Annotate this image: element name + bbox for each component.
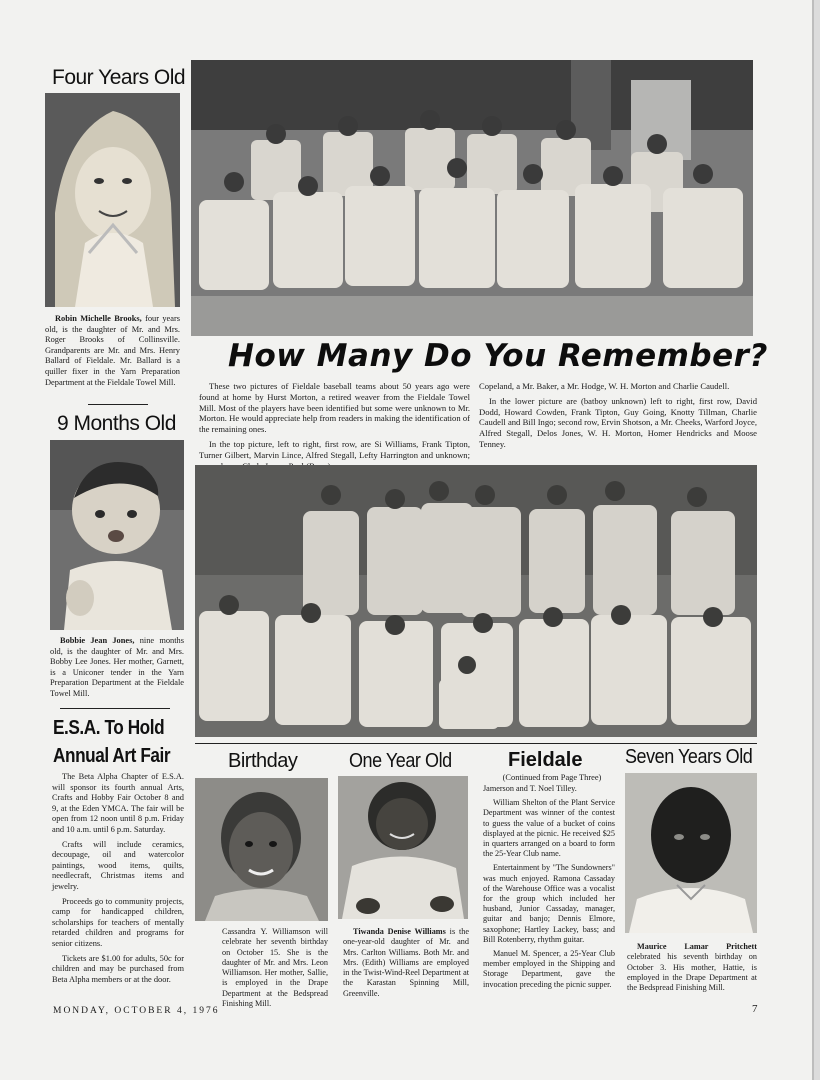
bobbie-jones-photo (50, 440, 184, 630)
maurice-text: celebrated his seventh birthday on October 3. His mother, Hattie, is employed in the Drape Department at the Bedspread Finishing Mill. (627, 952, 757, 993)
esa-heading (53, 714, 170, 770)
tiwanda-name: Tiwanda Denise Williams (353, 927, 446, 936)
fieldale-p3: Entertainment by "The Sundowners" was much enjoyed. Ramona Cassaday of the Warehouse Office was a vocalist for the group which included her husband, Junior Cassaday, manager, guitar and banjo; Dennis Elmore, saxophone; Hartley Lackey, bass; and Bill Rotenberry, rhythm guitar. (483, 863, 615, 944)
tiwanda-photo (338, 776, 468, 919)
maurice-caption (627, 942, 757, 998)
tiwanda-text: is the one-year-old daughter of Mr. and Mrs. Carlton Williams. Both Mr. and Mrs. (Edith) Williams are employed in the Twist-Wind-Reel Department at the Karastan Spinning Mill, Greenville. (343, 927, 469, 998)
feature-title: How Many Do You Remember? (228, 338, 768, 374)
four-years-heading: Four Years Old (52, 66, 186, 89)
seven-years-heading: Seven Years Old (625, 746, 753, 768)
fieldale-p2: William Shelton of the Plant Service Department was winner of the contest to guess the value of a bucket of coins displayed at the picnic. He received $25 in quarters arranged on a board to form the 25-Year Club name. (483, 798, 615, 859)
fieldale-article (483, 784, 615, 994)
esa-p2: Crafts will include ceramics, decoupage, oil and watercolor paintings, wood items, quilts, needlecraft, Christmas items and jewelry. (52, 839, 184, 891)
feature-col1-p1: These two pictures of Fieldale baseball teams about 50 years ago were found at home by Hurst Morton, a retired weaver from the Fieldale Towel Mill. Most of the players have been identified but some were unknown to Mr. Morton. He would appreciate help from readers in making the identification of the remaining ones. (199, 381, 470, 435)
tiwanda-caption (343, 927, 469, 1004)
left-divider-1 (88, 404, 148, 405)
bottom-team-photo (195, 465, 757, 737)
feature-col2-p1: Copeland, a Mr. Baker, a Mr. Hodge, W. H. Morton and Charlie Caudell. (479, 381, 730, 391)
cassandra-photo (195, 778, 328, 921)
esa-p4: Tickets are $1.00 for adults, 50c for children and may be purchased from Beta Alpha members or at the door. (52, 953, 184, 984)
birthday-heading: Birthday (228, 750, 298, 772)
nine-months-heading: 9 Months Old (57, 412, 176, 435)
esa-heading-line1: E.S.A. To Hold (53, 717, 165, 739)
left-divider-2 (60, 708, 170, 709)
fieldale-heading: Fieldale (508, 749, 583, 771)
maurice-name: Maurice Lamar Pritchett (637, 942, 757, 951)
esa-article (52, 772, 184, 989)
bobbie-text: nine months old, is the daughter of Mr. and Mrs. Bobby Lee Jones. Her mother, Garnett, is a Uniconer tender in the Yarn Preparation Department at the Fieldale Towel Mill. (50, 636, 184, 698)
fieldale-p4: Manuel M. Spencer, a 25-Year Club member employed in the Shipping and Storage Department, gave the invocation preceding the picnic supper. (483, 949, 615, 989)
top-team-photo (191, 60, 753, 336)
maurice-photo (625, 773, 757, 933)
feature-col-1 (199, 381, 470, 475)
feature-col2-p2: In the lower picture are (batboy unknown) left to right, first row, David Dodd, Howard Cowden, Frank Tipton, Guy Going, Knotty Tillman, Charlie Caudell and Bill Ingo; second row, Ervin Shotson, a Mr. Cheeks, Warford Joyce, Alfred Stegall, Delos Jones, W. H. Morton, Homer Hendricks and Moose Tenney. (479, 395, 757, 449)
feature-col1-p2: In the top picture, left to right, first row, are Si Williams, Frank Tipton, Turner Gilbert, Marvin Lince, Alfred Stegall, Lefty Harrington and unknown; (199, 438, 470, 460)
bobbie-name: Bobbie Jean Jones, (60, 636, 135, 645)
cassandra-caption: Cassandra Y. Williamson will celebrate her seventh birthday on October 15. She is the daughter of Mr. and Mrs. Leon Williamson. Her mother, Sallie, is employed in the Drape Department at the Bedspread Finishing Mill. (222, 927, 328, 1009)
feature-col-2 (479, 381, 757, 454)
robin-caption (45, 314, 180, 393)
esa-p3: Proceeds go to community projects, camp for handicapped children, scholarships for teachers of mentally retarded children and programs for senior citizens. (52, 896, 184, 948)
footer-date: MONDAY, OCTOBER 4, 1976 (53, 1006, 220, 1016)
fieldale-p1: Jamerson and T. Noel Tilley. (483, 784, 577, 793)
esa-heading-line2: Annual Art Fair (53, 745, 171, 767)
bottom-section-rule (195, 743, 757, 744)
fieldale-continued: (Continued from Page Three) (502, 773, 602, 782)
page-number: 7 (752, 1003, 758, 1015)
robin-brooks-photo (45, 93, 180, 307)
robin-text: four years old, is the daughter of Mr. and Mrs. Roger Brooks of Collinsville. Grandparents are Mr. and Mrs. Henry Ballard of Fieldale. Mr. Ballard is a quiller fixer in the Yarn Preparation Department at the Fieldale Towel Mill. (45, 314, 180, 387)
robin-name: Robin Michelle Brooks, (55, 314, 142, 323)
one-year-heading: One Year Old (349, 750, 452, 772)
esa-p1: The Beta Alpha Chapter of E.S.A. will sponsor its fourth annual Arts, Crafts and Hobby Fair October 8 and 9, at the Eden YMCA. The fair will be open from 12 noon until 8 p.m. Friday and 10 a.m. until 6 p.m. Saturday. (52, 772, 184, 834)
bobbie-caption (50, 636, 184, 705)
